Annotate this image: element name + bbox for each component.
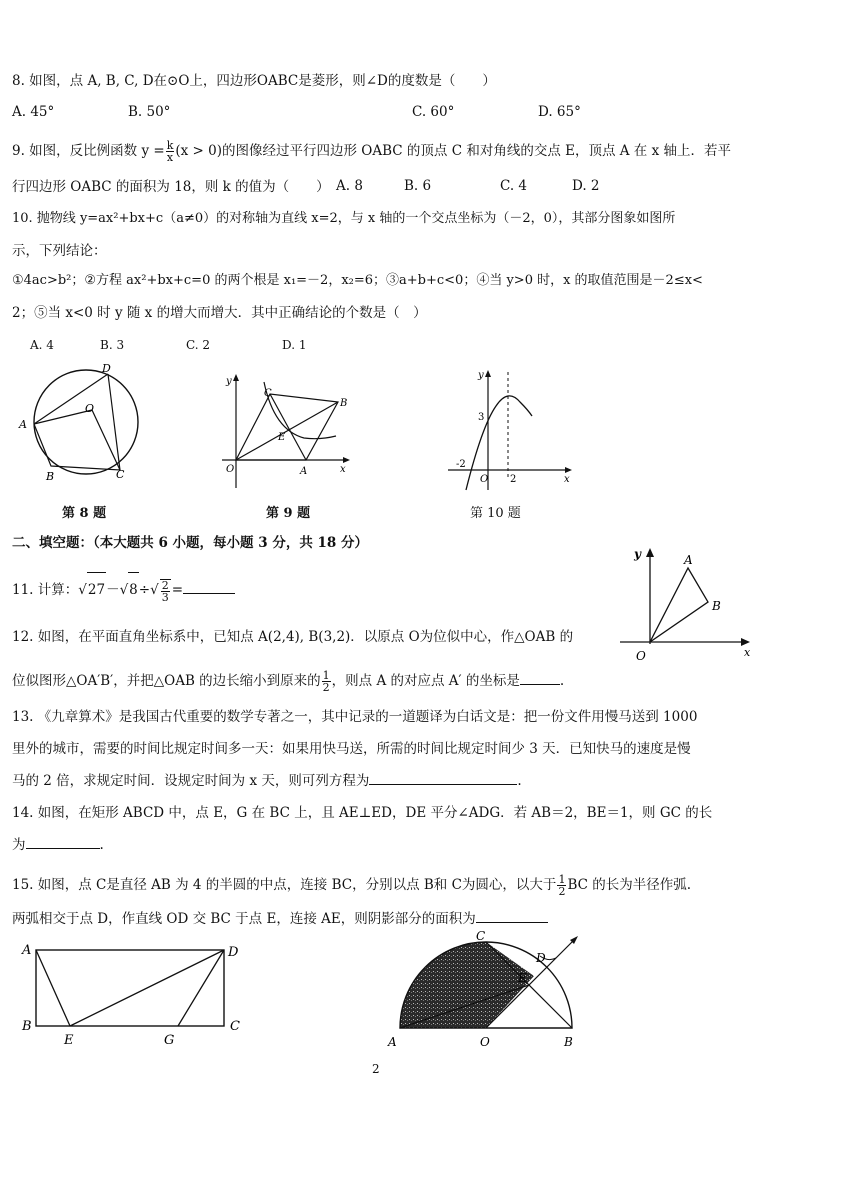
q15-frac-d: 2: [558, 885, 566, 898]
fig10-label-minus2: -2: [456, 459, 466, 470]
figure-14: [18, 940, 254, 1050]
fig15-label-c: C: [476, 929, 486, 943]
q13-answer-blank: [369, 772, 517, 785]
q11-den: 3: [161, 590, 169, 604]
q9-option-c: C. 4: [500, 178, 528, 194]
fig14-label-g: G: [164, 1033, 175, 1048]
fig10-y-arrow: [485, 370, 491, 377]
fig8-label-c: C: [116, 468, 125, 481]
figure-15: [380, 926, 590, 1050]
q10-line1: 10. 抛物线 y=ax²+bx+c（a≠0）的对称轴为直线 x=2，与 x 轴的一个交点坐标为（－2，0），其部分图象如图所: [12, 211, 676, 226]
fig9-parallelogram: [236, 394, 338, 460]
q11-num: 2: [161, 578, 169, 592]
q14-line2a: 为: [12, 837, 26, 853]
q12-answer-blank: [520, 672, 560, 685]
q11-radical-symbol-2: √: [119, 582, 129, 598]
fig12-label-o: O: [636, 649, 646, 663]
fig14-label-e: E: [64, 1033, 74, 1048]
q11-radical-symbol-3: √: [150, 582, 159, 598]
q11-prefix: 11. 计算：: [12, 582, 79, 598]
fig8-caption: 第 8 题: [62, 506, 107, 521]
q11-div: ÷: [138, 582, 151, 598]
fig10-parabola: [466, 396, 532, 490]
q9-suffix: 的图像经过平行四边形 OABC 的顶点 C 和对角线的交点 E，顶点 A 在 x 轴上．若平: [222, 143, 732, 159]
q14-line1: 14. 如图，在矩形 ABCD 中，点 E，G 在 BC 上，且 AE⊥ED，DE 平分∠ADG．若 AB＝2，BE＝1，则 GC 的长: [12, 805, 713, 821]
fig8-line-dc: [108, 374, 120, 470]
fig14-label-b: B: [22, 1019, 32, 1034]
fig8-rhombus: [34, 410, 120, 470]
q12-fraction: [322, 670, 331, 693]
q10-line2: 示，下列结论：: [12, 243, 107, 259]
q11-radicand-2: 8: [128, 572, 139, 607]
q11-fraction: [160, 579, 171, 603]
q13-line3b: .: [517, 773, 522, 789]
q8-option-a: A. 45°: [12, 104, 55, 120]
fig8-circle: [34, 370, 138, 474]
fig12-label-y: y: [634, 547, 641, 561]
fig9-label-y: y: [226, 376, 232, 387]
q12-line1: 12. 如图，在平面直角坐标系中，已知点 A(2,4), B(3,2)．以原点 O为位似中心，作△OAB 的: [12, 629, 574, 645]
q14-line2b: .: [99, 837, 104, 853]
q8-option-c: C. 60°: [412, 104, 455, 120]
fig9-label-b: B: [340, 398, 348, 409]
q8-option-b: B. 50°: [128, 104, 171, 120]
fig12-label-a: A: [684, 553, 693, 567]
fig9-label-a: A: [300, 466, 308, 477]
q15-line1a: 15. 如图，点 C是直径 AB 为 4 的半圆的中点，连接 BC，分别以点 B和 C为圆心，以大于: [12, 877, 557, 893]
fig12-triangle: [650, 568, 708, 642]
fig8-label-o: O: [85, 402, 95, 415]
fig8-label-b: B: [46, 470, 55, 483]
fig9-label-o: O: [226, 464, 235, 475]
q14-answer-blank: [26, 836, 100, 849]
fig8-label-a: A: [19, 418, 27, 431]
fig10-label-y: y: [478, 370, 484, 381]
q12-line2b: ，则点 A 的对应点 A′ 的坐标是: [331, 673, 520, 689]
fig14-line-ae: [36, 950, 70, 1026]
fig14-label-d: D: [228, 945, 239, 960]
q9-line2: 行四边形 OABC 的面积为 18，则 k 的值为（ ）: [12, 179, 330, 195]
q10-line3: ①4ac>b²；②方程 ax²+bx+c=0 的两个根是 x₁=－2，x₂=6；③a+b+c<0；④当 y>0 时，x 的取值范围是－2≤x<: [12, 273, 703, 288]
q9-line1: [12, 138, 731, 164]
fig8-line-ad: [34, 374, 108, 424]
q9-option-b: B. 6: [404, 178, 432, 194]
q12-line2: [12, 668, 564, 694]
figure-8: [14, 362, 150, 486]
fig9-caption: 第 9 题: [266, 506, 311, 521]
fig12-label-b: B: [712, 599, 721, 613]
fig15-label-o: O: [480, 1035, 490, 1049]
q15-frac-n: 1: [558, 873, 566, 886]
q14-line2: [12, 836, 104, 854]
q13-line1: 13. 《九章算术》是我国古代重要的数学专著之一，其中记录的一道题译为白话文是：把一份文件用慢马送到 1000: [12, 709, 698, 725]
q15-answer-blank: [476, 910, 548, 923]
fig9-x-arrow: [343, 457, 350, 463]
q8-option-d: D. 65°: [538, 104, 581, 120]
q9-func-cond: (x > 0): [175, 143, 223, 159]
fig12-label-x: x: [744, 646, 751, 659]
fig12-x-arrow: [741, 638, 750, 646]
fig10-label-2: 2: [510, 474, 517, 485]
q9-func-k: k: [166, 139, 174, 152]
q9-fraction: [166, 140, 175, 163]
q13-line2: 里外的城市，需要的时间比规定时间多一天：如果用快马送，所需的时间比规定时间少 3 天．已知快马的速度是慢: [12, 741, 691, 757]
fig14-label-c: C: [230, 1019, 240, 1034]
q12-line2c: .: [559, 673, 565, 689]
fig9-label-c: C: [264, 388, 272, 399]
section2-title: 二、填空题：（本大题共 6 小题，每小题 3 分，共 18 分）: [12, 535, 369, 551]
q12-frac-n: 1: [322, 669, 330, 682]
fig14-label-a: A: [22, 943, 32, 958]
q10-option-b: B. 3: [100, 338, 125, 352]
fig10-label-3: 3: [478, 412, 485, 423]
figure-9: [220, 372, 360, 492]
fig15-label-b: B: [564, 1035, 573, 1049]
fig12-y-arrow: [646, 548, 654, 557]
fig10-x-arrow: [565, 467, 572, 473]
q10-option-c: C. 2: [186, 338, 211, 352]
q8-text: 8. 如图，点 A, B, C, D在⊙O上，四边形OABC是菱形，则∠D的度数是（ ）: [12, 73, 496, 89]
fig9-hyperbola: [264, 382, 336, 439]
q15-line2-text: 两弧相交于点 D，作直线 OD 交 BC 于点 E，连接 AE，则阴影部分的面积为: [12, 911, 476, 927]
q15-line1: [12, 872, 691, 898]
fig9-y-arrow: [233, 374, 239, 381]
q9-prefix: 9. 如图，反比例函数: [12, 143, 138, 159]
fig8-label-d: D: [102, 362, 111, 375]
fig15-label-d: D: [536, 951, 546, 965]
page-number: 2: [372, 1062, 380, 1076]
q9-option-d: D. 2: [572, 178, 600, 194]
q13-line3: [12, 772, 522, 790]
fig9-label-e: E: [278, 432, 286, 443]
fig15-label-a: A: [388, 1035, 397, 1049]
fig9-label-x: x: [340, 464, 346, 475]
q10-option-d: D. 1: [282, 338, 307, 352]
fig9-diagonal-ca: [270, 394, 306, 460]
fig15-label-e: E: [518, 971, 527, 985]
q11-minus: －: [106, 582, 120, 598]
q11-line: [12, 572, 235, 607]
q15-line1b: BC 的长为半径作弧.: [567, 877, 692, 893]
figure-12: [610, 540, 760, 664]
q12-line2a: 位似图形△OA′B′，并把△OAB 的边长缩小到原来的: [12, 673, 321, 689]
fig10-label-o: O: [480, 474, 489, 485]
q10-option-a: A. 4: [30, 338, 54, 352]
q12-frac-d: 2: [322, 681, 330, 694]
fig10-caption: 第 10 题: [470, 506, 521, 521]
fig10-label-x: x: [564, 474, 570, 485]
q11-eq: =: [171, 582, 183, 598]
q11-radical-symbol-1: √: [78, 582, 87, 598]
q15-fraction: [557, 874, 566, 897]
figure-10: [446, 366, 580, 494]
q9-func-y: y =: [141, 143, 165, 159]
q9-option-a: A. 8: [336, 178, 363, 194]
q9-func-x: x: [166, 151, 174, 164]
q11-answer-blank: [183, 581, 235, 594]
q10-line4: 2；⑤当 x<0 时 y 随 x 的增大而增大．其中正确结论的个数是（ ）: [12, 305, 427, 321]
q13-line3a: 马的 2 倍，求规定时间．设规定时间为 x 天，则可列方程为: [12, 773, 370, 789]
fig15-shaded-region: [400, 942, 534, 1028]
q11-radicand-1: 27: [87, 572, 106, 607]
